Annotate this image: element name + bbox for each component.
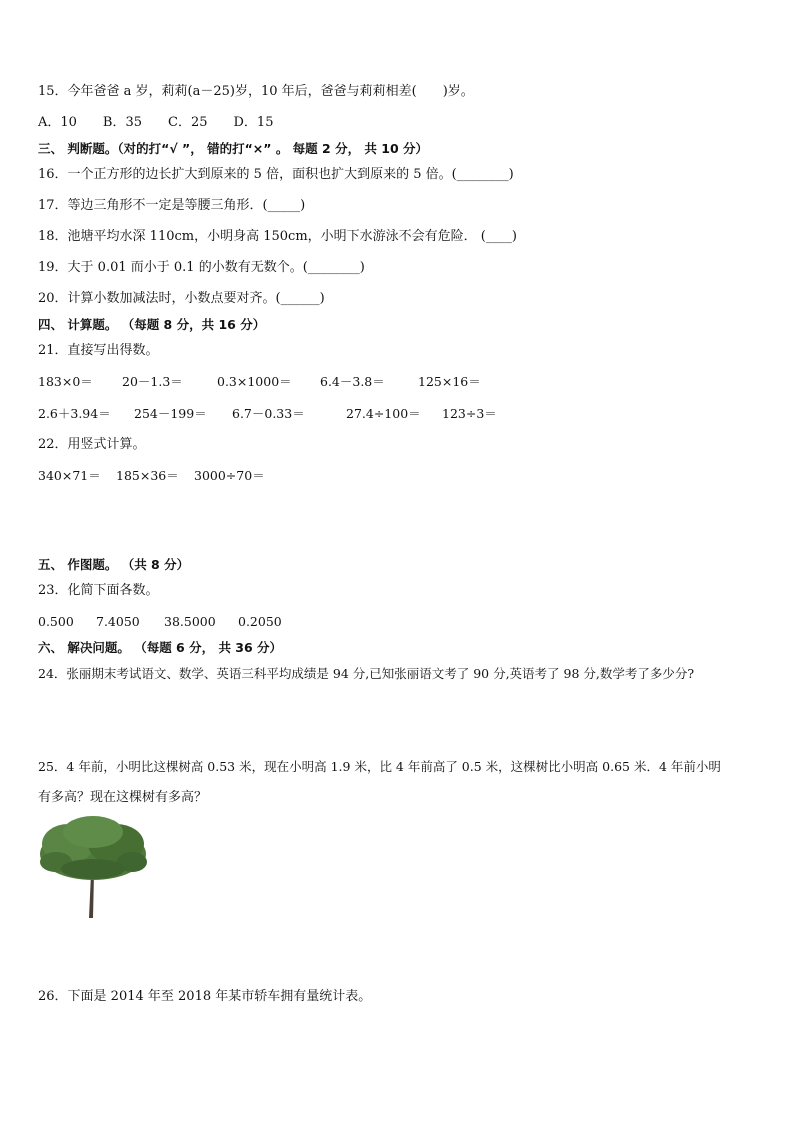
question-25-line-2: 有多高？现在这棵树有多高？ [38, 790, 208, 805]
question-19: 19．大于 0.01 而小于 0.1 的小数有无数个。(________) [38, 260, 365, 275]
question-15-options: A．10 B．35 C．25 D．15 [38, 115, 274, 130]
simplify-item: 0.500 [38, 614, 74, 629]
question-16: 16．一个正方形的边长扩大到原来的 5 倍，面积也扩大到原来的 5 倍。(________) [38, 167, 514, 182]
calc-item: 185×36＝ [116, 468, 179, 483]
question-20: 20．计算小数加减法时，小数点要对齐。(______) [38, 291, 325, 306]
question-22: 22．用竖式计算。 [38, 437, 146, 452]
question-17: 17．等边三角形不一定是等腰三角形．(_____) [38, 198, 306, 213]
calc-item: 254－199＝ [134, 406, 207, 421]
calc-item: 123÷3＝ [442, 406, 497, 421]
tree-picture [38, 814, 148, 918]
calc-item: 183×0＝ [38, 374, 93, 389]
calc-item: 27.4÷100＝ [346, 406, 421, 421]
calc-item: 340×71＝ [38, 468, 101, 483]
section-4-heading: 四、 计算题。 （每题 8 分，共 16 分） [38, 317, 266, 332]
question-15: 15．今年爸爸 a 岁，莉莉(a－25)岁，10 年后，爸爸与莉莉相差( )岁。 [38, 84, 474, 99]
section-6-heading: 六、 解决问题。 （每题 6 分， 共 36 分） [38, 640, 283, 655]
calc-item: 6.4－3.8＝ [320, 374, 385, 389]
simplify-item: 0.2050 [238, 614, 282, 629]
question-25-line-1: 25．4 年前，小明比这棵树高 0.53 米，现在小明高 1.9 米，比 4 年前高了 0.5 米，这棵树比小明高 0.65 米．4 年前小明 [38, 759, 721, 774]
calc-item: 0.3×1000＝ [217, 374, 292, 389]
calc-item: 125×16＝ [418, 374, 481, 389]
calc-item: 6.7－0.33＝ [232, 406, 305, 421]
question-21: 21．直接写出得数。 [38, 343, 159, 358]
question-26: 26．下面是 2014 年至 2018 年某市轿车拥有量统计表。 [38, 989, 372, 1004]
calc-item: 2.6＋3.94＝ [38, 406, 111, 421]
question-18: 18．池塘平均水深 110cm，小明身高 150cm，小明下水游泳不会有危险． (____) [38, 229, 517, 244]
question-23: 23．化简下面各数。 [38, 583, 159, 598]
calc-item: 3000÷70＝ [194, 468, 265, 483]
simplify-item: 38.5000 [164, 614, 216, 629]
calc-item: 20－1.3＝ [122, 374, 183, 389]
tree-foliage [40, 816, 147, 880]
section-3-heading: 三、 判断题。（对的打“√ ”， 错的打“×” 。 每题 2 分， 共 10 分） [38, 141, 429, 156]
question-24: 24．张丽期末考试语文、数学、英语三科平均成绩是 94 分,已知张丽语文考了 90 分,英语考了 98 分,数学考了多少分? [38, 666, 695, 681]
section-5-heading: 五、 作图题。 （共 8 分） [38, 557, 190, 572]
simplify-item: 7.4050 [96, 614, 140, 629]
